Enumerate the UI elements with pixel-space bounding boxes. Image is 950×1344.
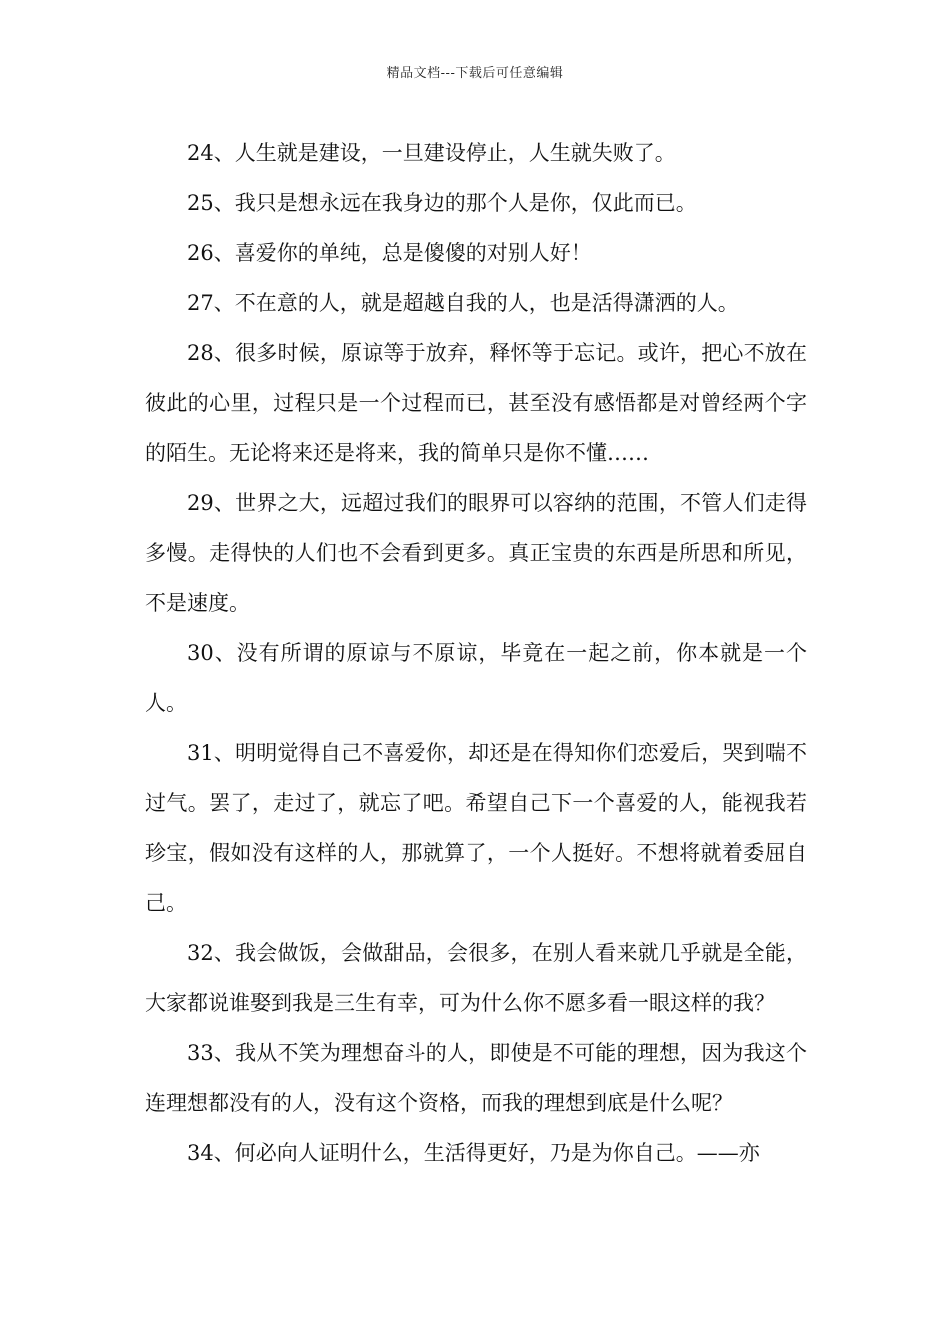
paragraph-34: 34、何必向人证明什么，生活得更好，乃是为你自己。——亦 xyxy=(187,1141,760,1165)
paragraph-25: 25、我只是想永远在我身边的那个人是你，仅此而已。 xyxy=(187,191,697,215)
page-header: 精品文档---下载后可任意编辑 xyxy=(386,66,564,81)
paragraph-27: 27、不在意的人，就是超越自我的人，也是活得潇洒的人。 xyxy=(187,291,739,315)
paragraph-29: 29、世界之大，远超过我们的眼界可以容纳的范围，不管人们走得多慢。走得快的人们也不会看到更多。真正宝贵的东西是所思和所见，不是速度。 xyxy=(145,491,807,615)
paragraph-24: 24、人生就是建设，一旦建设停止，人生就失败了。 xyxy=(187,141,676,165)
document-body xyxy=(145,128,807,1178)
paragraph-33: 33、我从不笑为理想奋斗的人，即使是不可能的理想，因为我这个连理想都没有的人，没有这个资格，而我的理想到底是什么呢？ xyxy=(145,1041,807,1115)
paragraph-30: 30、没有所谓的原谅与不原谅，毕竟在一起之前，你本就是一个人。 xyxy=(145,641,807,715)
paragraph-32: 32、我会做饭，会做甜品，会很多，在别人看来就几乎就是全能，大家都说谁娶到我是三生有幸，可为什么你不愿多看一眼这样的我？ xyxy=(145,941,807,1015)
paragraph-26: 26、喜爱你的单纯，总是傻傻的对别人好！ xyxy=(187,241,592,265)
paragraph-28: 28、很多时候，原谅等于放弃，释怀等于忘记。或许，把心不放在彼此的心里，过程只是一个过程而已，甚至没有感悟都是对曾经两个字的陌生。无论将来还是将来，我的简单只是你不懂…… xyxy=(145,341,807,465)
paragraph-31: 31、明明觉得自己不喜爱你，却还是在得知你们恋爱后，哭到喘不过气。罢了，走过了，就忘了吧。希望自己下一个喜爱的人，能视我若珍宝，假如没有这样的人，那就算了，一个人挺好。不想将就着委屈自己。 xyxy=(145,741,807,915)
